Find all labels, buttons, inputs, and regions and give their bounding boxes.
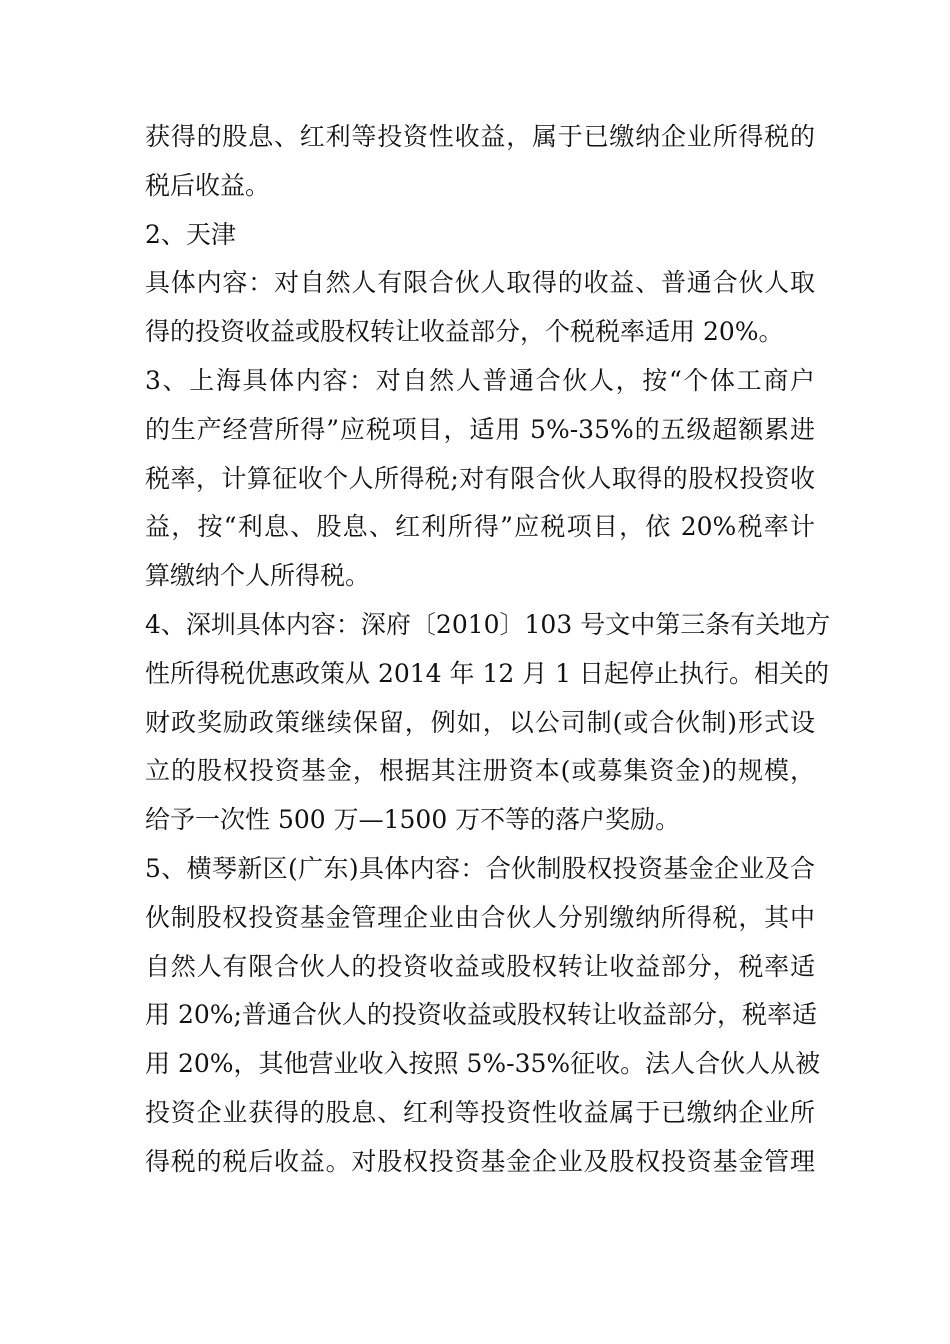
text-line: 算缴纳个人所得税。: [145, 561, 371, 591]
text-line: 自然人有限合伙人的投资收益或股权转让收益部分，税率适: [145, 951, 815, 981]
text-line: 财政奖励政策继续保留，例如，以公司制(或合伙制)形式设: [145, 707, 815, 737]
text-line: 具体内容：对自然人有限合伙人取得的收益、普通合伙人取: [145, 268, 815, 298]
text-line: 投资企业获得的股息、红利等投资性收益属于已缴纳企业所: [145, 1097, 815, 1127]
text-line: 立的股权投资基金，根据其注册资本(或募集资金)的规模，: [145, 756, 815, 786]
text-line: 4、深圳具体内容：深府〔2010〕103 号文中第三条有关地方: [145, 609, 831, 639]
text-line: 用 20%，其他营业收入按照 5%-35%征收。法人合伙人从被: [145, 1049, 821, 1079]
text-line: 获得的股息、红利等投资性收益，属于已缴纳企业所得税的: [145, 122, 815, 151]
section-heading-tianjin: 2、天津: [145, 219, 236, 249]
text-line: 的生产经营所得”应税项目，适用 5%-35%的五级超额累进: [145, 414, 815, 444]
text-line: 得税的税后收益。对股权投资基金企业及股权投资基金管理: [145, 1146, 815, 1176]
text-line: 税率，计算征收个人所得税;对有限合伙人取得的股权投资收: [145, 463, 815, 493]
text-line: 益，按“利息、股息、红利所得”应税项目，依 20%税率计: [145, 512, 815, 542]
text-line: 用 20%;普通合伙人的投资收益或股权转让收益部分，税率适: [145, 1000, 817, 1030]
text-line: 3、上海具体内容：对自然人普通合伙人，按“个体工商户: [145, 365, 815, 395]
text-line: 5、横琴新区(广东)具体内容：合伙制股权投资基金企业及合: [145, 853, 815, 883]
document-body: [145, 113, 831, 1187]
text-line: 税后收益。: [145, 170, 271, 200]
text-line: 伙制股权投资基金管理企业由合伙人分别缴纳所得税，其中: [145, 902, 815, 932]
text-line: 性所得税优惠政策从 2014 年 12 月 1 日起停止执行。相关的: [145, 658, 830, 688]
text-line: 给予一次性 500 万—1500 万不等的落户奖励。: [145, 805, 681, 835]
text-line: 得的投资收益或股权转让收益部分，个税税率适用 20%。: [145, 317, 784, 347]
